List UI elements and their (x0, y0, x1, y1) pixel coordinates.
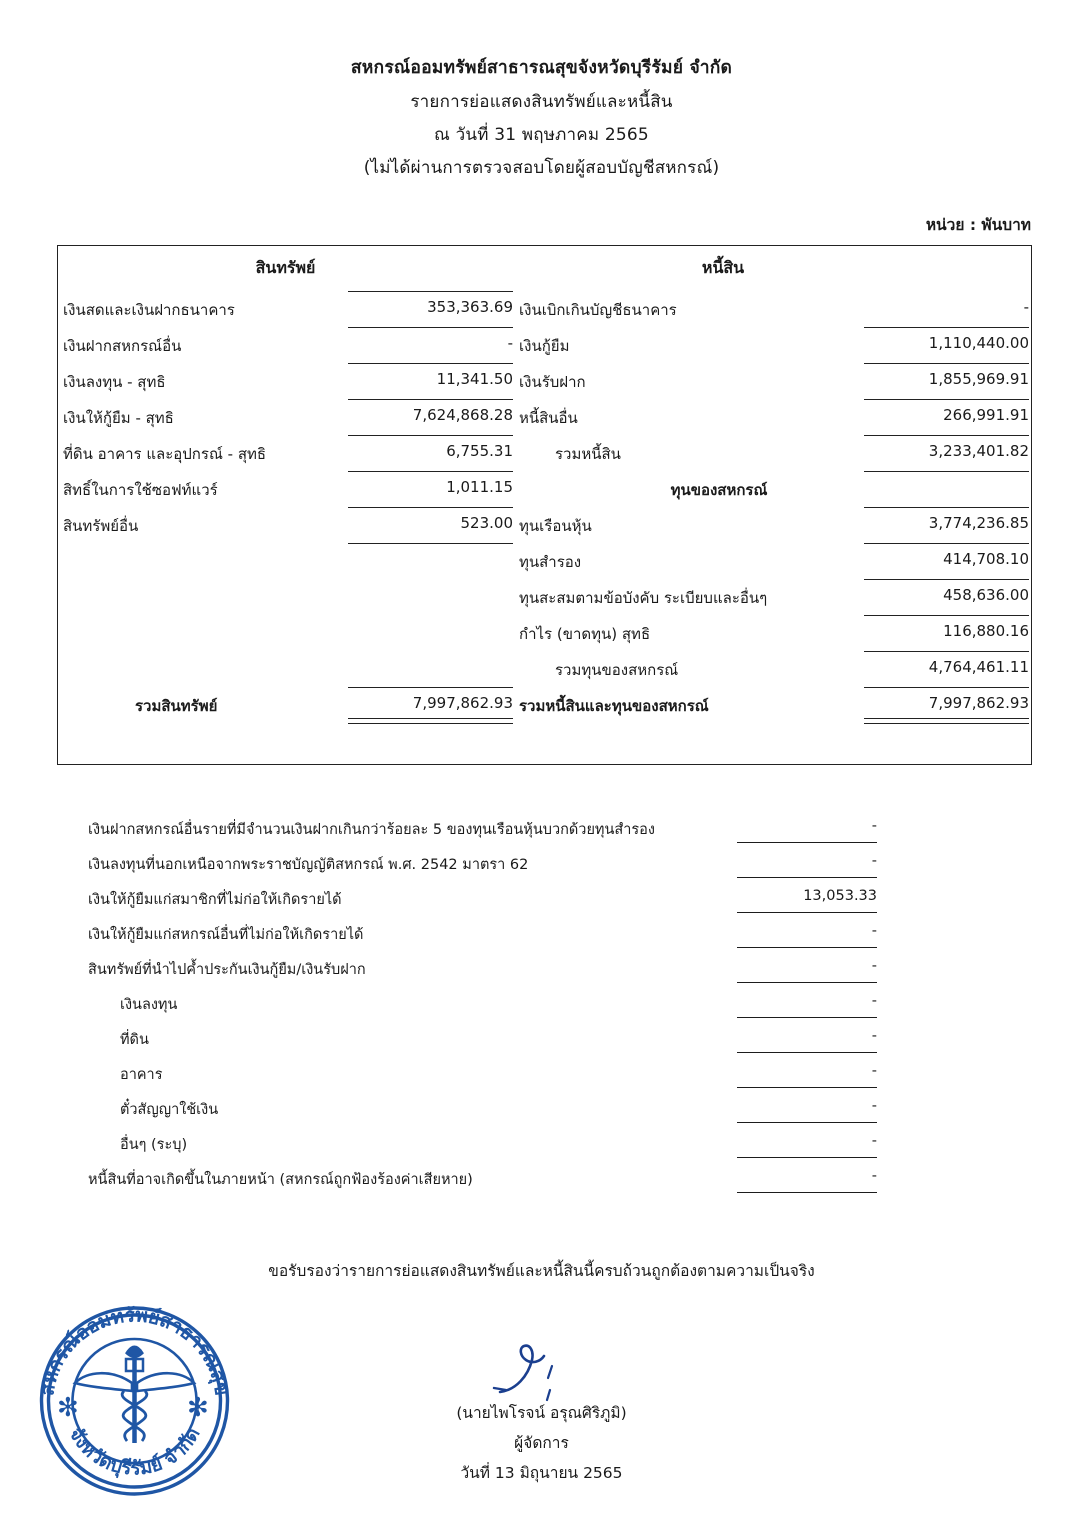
asset-label: เงินฝากสหกรณ์อื่น (63, 337, 182, 355)
note-label: อื่นๆ (ระบุ) (120, 1137, 188, 1153)
asset-label: เงินสดและเงินฝากธนาคาร (63, 301, 235, 319)
note-label: หนี้สินที่อาจเกิดขึ้นในภายหน้า (สหกรณ์ถูกฟ้องร้องค่าเสียหาย) (88, 1172, 473, 1188)
caduceus-emblem (75, 1347, 194, 1443)
liability-label: เงินเบิกเกินบัญชีธนาคาร (519, 301, 677, 319)
note-row (88, 1057, 1003, 1092)
note-label: อาคาร (120, 1067, 163, 1083)
svg-text:✻: ✻ (57, 1393, 79, 1423)
equity-value: 458,636.00 (943, 586, 1029, 604)
note-value: - (871, 1063, 877, 1079)
balance-sheet-table (57, 245, 1032, 765)
table-row (58, 610, 1031, 646)
table-row (58, 502, 1031, 538)
table-row (58, 538, 1031, 574)
note-row (88, 987, 1003, 1022)
note-rule (737, 982, 877, 983)
note-rule (737, 1052, 877, 1053)
asset-value: 1,011.15 (446, 478, 513, 496)
grand-total-label: รวมหนี้สินและทุนของสหกรณ์ (519, 697, 709, 715)
note-label: เงินฝากสหกรณ์อื่นรายที่มีจำนวนเงินฝากเกินกว่าร้อยละ 5 ของทุนเรือนหุ้นบวกด้วยทุนสำรอง (88, 822, 655, 838)
note-rule (737, 947, 877, 948)
equity-section-header: ทุนของสหกรณ์ (670, 481, 768, 499)
liabilities-total-label: รวมหนี้สิน (555, 445, 621, 463)
note-value: - (871, 818, 877, 834)
grand-total-double-rule (864, 718, 1029, 724)
note-row (88, 1092, 1003, 1127)
liability-label: เงินรับฝาก (519, 373, 586, 391)
note-row (88, 952, 1003, 987)
note-value: - (871, 1028, 877, 1044)
asset-label: สิทธิ์ในการใช้ซอฟท์แวร์ (63, 481, 218, 499)
note-label: เงินให้กู้ยืมแก่สมาชิกที่ไม่ก่อให้เกิดรายได้ (88, 892, 342, 908)
table-row (58, 286, 1031, 322)
note-row (88, 882, 1003, 917)
liability-value: 266,991.91 (943, 406, 1029, 424)
document-header (0, 60, 1083, 177)
assets-column-header: สินทรัพย์ (255, 258, 316, 277)
liability-value: - (1023, 298, 1029, 316)
asset-value: - (507, 334, 513, 352)
table-row (58, 358, 1031, 394)
note-rule (737, 1087, 877, 1088)
liability-value: 1,110,440.00 (928, 334, 1029, 352)
equity-total-value: 4,764,461.11 (928, 658, 1029, 676)
seal-bottom-text: จังหวัดบุรีรัมย์ จำกัด (64, 1423, 205, 1480)
equity-value: 116,880.16 (943, 622, 1029, 640)
equity-label: ทุนสะสมตามข้อบังคับ ระเบียบและอื่นๆ (519, 589, 768, 607)
signer-title: ผู้จัดการ (514, 1434, 569, 1453)
organization-name: สหกรณ์ออมทรัพย์สาธารณสุขจังหวัดบุรีรัมย์ จำกัด (350, 58, 733, 78)
asset-value: 523.00 (460, 514, 513, 532)
asset-value: 7,624,868.28 (412, 406, 513, 424)
note-value: - (871, 853, 877, 869)
note-row (88, 1127, 1003, 1162)
liability-label: เงินกู้ยืม (519, 337, 570, 355)
liability-label: หนี้สินอื่น (519, 409, 578, 427)
note-label: ที่ดิน (120, 1032, 149, 1048)
note-rule (737, 1017, 877, 1018)
note-label: เงินลงทุน (120, 997, 178, 1013)
note-label: ตั๋วสัญญาใช้เงิน (120, 1102, 219, 1118)
note-label: เงินลงทุนที่นอกเหนือจากพระราชบัญญัติสหกรณ์ พ.ศ. 2542 มาตรา 62 (88, 857, 529, 873)
table-row (58, 646, 1031, 682)
table-row-total (58, 682, 1031, 718)
equity-value: 3,774,236.85 (928, 514, 1029, 532)
note-rule (737, 877, 877, 878)
note-rule (737, 1122, 877, 1123)
equity-label: ทุนสำรอง (519, 553, 582, 571)
asset-label: เงินลงทุน - สุทธิ (63, 373, 166, 391)
table-row (58, 574, 1031, 610)
note-rule (737, 842, 877, 843)
note-value: - (871, 1098, 877, 1114)
asset-value: 6,755.31 (446, 442, 513, 460)
asset-value: 353,363.69 (427, 298, 513, 316)
signature-date: วันที่ 13 มิถุนายน 2565 (460, 1464, 623, 1483)
as-of-date: ณ วันที่ 31 พฤษภาคม 2565 (434, 124, 649, 145)
note-rule (737, 1157, 877, 1158)
certification-statement: ขอรับรองว่ารายการย่อแสดงสินทรัพย์และหนี้สินนี้ครบถ้วนถูกต้องตามความเป็นจริง (268, 1262, 815, 1280)
table-row (58, 322, 1031, 358)
note-label: เงินให้กู้ยืมแก่สหกรณ์อื่นที่ไม่ก่อให้เกิดรายได้ (88, 927, 364, 943)
unit-label: หน่วย : พันบาท (925, 216, 1031, 234)
note-value: - (871, 923, 877, 939)
report-title: รายการย่อแสดงสินทรัพย์และหนี้สิน (410, 91, 673, 112)
note-rule (737, 912, 877, 913)
assets-total-label: รวมสินทรัพย์ (135, 697, 218, 715)
note-row (88, 847, 1003, 882)
official-seal-stamp (27, 1291, 242, 1506)
note-label: สินทรัพย์ที่นำไปค้ำประกันเงินกู้ยืม/เงินรับฝาก (88, 962, 366, 978)
note-row (88, 1022, 1003, 1057)
note-value: - (871, 958, 877, 974)
note-value: - (871, 1133, 877, 1149)
grand-total-value: 7,997,862.93 (928, 694, 1029, 712)
audit-status-note: (ไม่ได้ผ่านการตรวจสอบโดยผู้สอบบัญชีสหกรณ์) (363, 157, 720, 178)
signer-name: (นายไพโรจน์ อรุณศิริภูมิ) (456, 1404, 627, 1422)
equity-label: ทุนเรือนหุ้น (519, 517, 592, 535)
assets-total-value: 7,997,862.93 (412, 694, 513, 712)
asset-value: 11,341.50 (436, 370, 513, 388)
liabilities-column-header: หนี้สิน (701, 258, 745, 277)
asset-label: สินทรัพย์อื่น (63, 517, 139, 535)
note-row (88, 812, 1003, 847)
note-rule (737, 1192, 877, 1193)
equity-value: 414,708.10 (943, 550, 1029, 568)
asset-label: เงินให้กู้ยืม - สุทธิ (63, 409, 174, 427)
table-row (58, 394, 1031, 430)
note-row (88, 917, 1003, 952)
liabilities-total-value: 3,233,401.82 (928, 442, 1029, 460)
equity-total-label: รวมทุนของสหกรณ์ (555, 661, 679, 679)
equity-label: กำไร (ขาดทุน) สุทธิ (519, 625, 651, 643)
note-value: - (871, 993, 877, 1009)
liability-value: 1,855,969.91 (928, 370, 1029, 388)
notes-section (88, 812, 1003, 1197)
asset-label: ที่ดิน อาคาร และอุปกรณ์ - สุทธิ (63, 445, 267, 463)
svg-text:✻: ✻ (187, 1393, 209, 1423)
table-row (58, 466, 1031, 502)
seal-top-text: สหกรณ์ออมทรัพย์สาธารณสุข (36, 1304, 233, 1398)
note-row (88, 1162, 1003, 1197)
table-row (58, 430, 1031, 466)
note-value: 13,053.33 (803, 888, 877, 904)
note-value: - (871, 1168, 877, 1184)
assets-total-double-rule (348, 718, 513, 724)
